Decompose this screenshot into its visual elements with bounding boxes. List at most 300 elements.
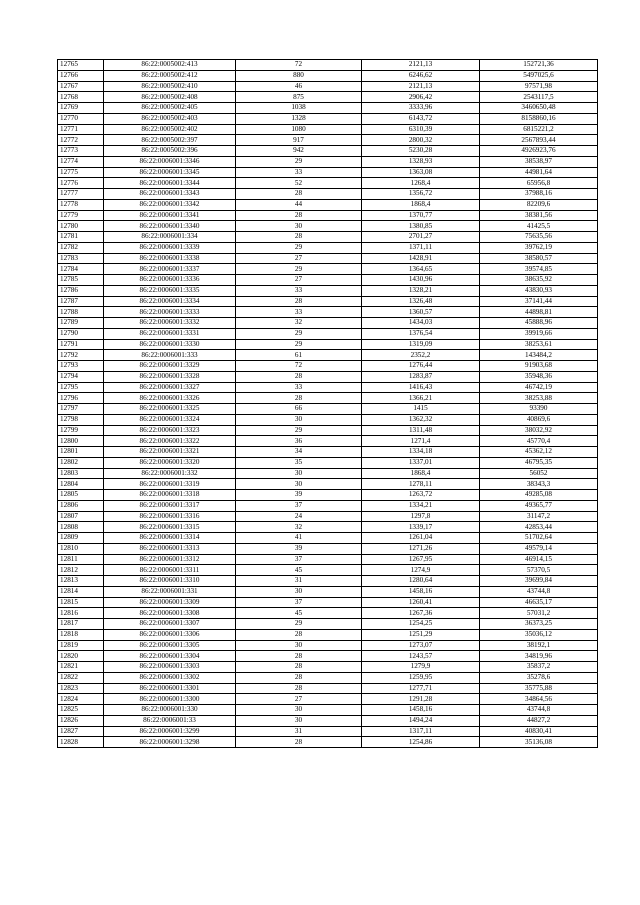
table-row: [58, 619, 598, 630]
table-row: [58, 447, 598, 458]
unit-cost-value: 1319,09: [362, 339, 480, 350]
row-number: 12779: [58, 210, 104, 221]
unit-cost-value: 1364,65: [362, 264, 480, 275]
table-row: [58, 715, 598, 726]
row-number: 12775: [58, 167, 104, 178]
total-value: 38381,56: [480, 210, 598, 221]
unit-cost-value: 1370,77: [362, 210, 480, 221]
cadastral-number: 86:22:0006001:3300: [104, 694, 236, 705]
cadastral-number: 86:22:0006001:332: [104, 468, 236, 479]
total-value: 37141,44: [480, 296, 598, 307]
row-number: 12812: [58, 565, 104, 576]
row-number: 12781: [58, 232, 104, 243]
area-value: 41: [236, 533, 362, 544]
total-value: 35837,2: [480, 662, 598, 673]
row-number: 12806: [58, 500, 104, 511]
unit-cost-value: 1267,95: [362, 554, 480, 565]
table-row: [58, 275, 598, 286]
table-row: [58, 328, 598, 339]
area-value: 37: [236, 500, 362, 511]
unit-cost-value: 1263,72: [362, 490, 480, 501]
cadastral-number: 86:22:0006001:3311: [104, 565, 236, 576]
unit-cost-value: 1376,54: [362, 328, 480, 339]
table-row: [58, 178, 598, 189]
table-row: [58, 60, 598, 71]
cadastral-number: 86:22:0006001:3321: [104, 447, 236, 458]
row-number: 12800: [58, 436, 104, 447]
cadastral-number: 86:22:0006001:3334: [104, 296, 236, 307]
cadastral-number: 86:22:0006001:3310: [104, 576, 236, 587]
cadastral-number: 86:22:0006001:3326: [104, 393, 236, 404]
row-number: 12780: [58, 221, 104, 232]
cadastral-number: 86:22:0006001:3320: [104, 457, 236, 468]
table-row: [58, 479, 598, 490]
table-row: [58, 393, 598, 404]
area-value: 29: [236, 242, 362, 253]
unit-cost-value: 1311,48: [362, 425, 480, 436]
area-value: 28: [236, 296, 362, 307]
table-row: [58, 285, 598, 296]
table-row: [58, 242, 598, 253]
cadastral-number: 86:22:0006001:3346: [104, 156, 236, 167]
area-value: 1328: [236, 113, 362, 124]
unit-cost-value: 1317,11: [362, 726, 480, 737]
cadastral-number: 86:22:0006001:3302: [104, 672, 236, 683]
table-row: [58, 554, 598, 565]
unit-cost-value: 1415: [362, 404, 480, 415]
area-value: 880: [236, 70, 362, 81]
table-row: [58, 113, 598, 124]
table-row: [58, 683, 598, 694]
row-number: 12814: [58, 586, 104, 597]
row-number: 12786: [58, 285, 104, 296]
total-value: 38538,97: [480, 156, 598, 167]
table-row: [58, 543, 598, 554]
table-row: [58, 457, 598, 468]
row-number: 12795: [58, 382, 104, 393]
unit-cost-value: 1271,4: [362, 436, 480, 447]
unit-cost-value: 1428,91: [362, 253, 480, 264]
table-row: [58, 232, 598, 243]
cadastral-value-table: [57, 59, 598, 748]
area-value: 37: [236, 554, 362, 565]
row-number: 12790: [58, 328, 104, 339]
table-row: [58, 468, 598, 479]
total-value: 46742,19: [480, 382, 598, 393]
cadastral-number: 86:22:0006001:3339: [104, 242, 236, 253]
unit-cost-value: 2906,42: [362, 92, 480, 103]
row-number: 12816: [58, 608, 104, 619]
unit-cost-value: 1416,43: [362, 382, 480, 393]
area-value: 30: [236, 715, 362, 726]
unit-cost-value: 1434,03: [362, 318, 480, 329]
area-value: 66: [236, 404, 362, 415]
area-value: 29: [236, 425, 362, 436]
row-number: 12822: [58, 672, 104, 683]
total-value: 43744,8: [480, 586, 598, 597]
row-number: 12791: [58, 339, 104, 350]
unit-cost-value: 6310,39: [362, 124, 480, 135]
total-value: 31147,2: [480, 511, 598, 522]
total-value: 56052: [480, 468, 598, 479]
row-number: 12818: [58, 629, 104, 640]
table-row: [58, 167, 598, 178]
area-value: 28: [236, 662, 362, 673]
unit-cost-value: 2121,13: [362, 81, 480, 92]
area-value: 61: [236, 350, 362, 361]
area-value: 32: [236, 318, 362, 329]
total-value: 36373,25: [480, 619, 598, 630]
cadastral-number: 86:22:0006001:3343: [104, 189, 236, 200]
cadastral-number: 86:22:0005002:397: [104, 135, 236, 146]
total-value: 34819,96: [480, 651, 598, 662]
area-value: 30: [236, 479, 362, 490]
total-value: 49285,08: [480, 490, 598, 501]
total-value: 38253,88: [480, 393, 598, 404]
unit-cost-value: 1297,8: [362, 511, 480, 522]
area-value: 29: [236, 328, 362, 339]
unit-cost-value: 1363,08: [362, 167, 480, 178]
unit-cost-value: 1334,21: [362, 500, 480, 511]
table-row: [58, 124, 598, 135]
area-value: 29: [236, 156, 362, 167]
total-value: 39919,66: [480, 328, 598, 339]
row-number: 12792: [58, 350, 104, 361]
cadastral-number: 86:22:0006001:3345: [104, 167, 236, 178]
table-row: [58, 189, 598, 200]
row-number: 12801: [58, 447, 104, 458]
total-value: 44827,2: [480, 715, 598, 726]
unit-cost-value: 1259,95: [362, 672, 480, 683]
total-value: 38192,1: [480, 640, 598, 651]
unit-cost-value: 5230,28: [362, 146, 480, 157]
total-value: 6815221,2: [480, 124, 598, 135]
row-number: 12777: [58, 189, 104, 200]
area-value: 46: [236, 81, 362, 92]
table-body: [58, 60, 598, 748]
area-value: 36: [236, 436, 362, 447]
total-value: 49579,14: [480, 543, 598, 554]
row-number: 12811: [58, 554, 104, 565]
row-number: 12797: [58, 404, 104, 415]
area-value: 28: [236, 189, 362, 200]
table-row: [58, 339, 598, 350]
cadastral-number: 86:22:0006001:3307: [104, 619, 236, 630]
total-value: 44981,64: [480, 167, 598, 178]
table-row: [58, 608, 598, 619]
unit-cost-value: 2121,13: [362, 60, 480, 71]
area-value: 28: [236, 629, 362, 640]
unit-cost-value: 1868,4: [362, 468, 480, 479]
area-value: 27: [236, 275, 362, 286]
area-value: 72: [236, 361, 362, 372]
total-value: 39762,19: [480, 242, 598, 253]
table-row: [58, 264, 598, 275]
cadastral-number: 86:22:0006001:3319: [104, 479, 236, 490]
row-number: 12799: [58, 425, 104, 436]
row-number: 12809: [58, 533, 104, 544]
total-value: 82209,6: [480, 199, 598, 210]
table-row: [58, 70, 598, 81]
total-value: 152721,36: [480, 60, 598, 71]
area-value: 28: [236, 737, 362, 748]
area-value: 30: [236, 468, 362, 479]
total-value: 93390: [480, 404, 598, 415]
row-number: 12803: [58, 468, 104, 479]
cadastral-number: 86:22:0006001:3306: [104, 629, 236, 640]
cadastral-number: 86:22:0006001:3298: [104, 737, 236, 748]
area-value: 35: [236, 457, 362, 468]
unit-cost-value: 1494,24: [362, 715, 480, 726]
total-value: 4926923,76: [480, 146, 598, 157]
table-row: [58, 694, 598, 705]
area-value: 30: [236, 414, 362, 425]
table-row: [58, 576, 598, 587]
cadastral-number: 86:22:0006001:3336: [104, 275, 236, 286]
total-value: 40869,6: [480, 414, 598, 425]
unit-cost-value: 1251,29: [362, 629, 480, 640]
cadastral-number: 86:22:0006001:3328: [104, 371, 236, 382]
row-number: 12778: [58, 199, 104, 210]
unit-cost-value: 1276,44: [362, 361, 480, 372]
total-value: 37988,16: [480, 189, 598, 200]
unit-cost-value: 2352,2: [362, 350, 480, 361]
row-number: 12788: [58, 307, 104, 318]
cadastral-number: 86:22:0006001:3324: [104, 414, 236, 425]
table-row: [58, 135, 598, 146]
unit-cost-value: 1277,71: [362, 683, 480, 694]
row-number: 12794: [58, 371, 104, 382]
unit-cost-value: 1339,17: [362, 522, 480, 533]
cadastral-number: 86:22:0005002:402: [104, 124, 236, 135]
row-number: 12787: [58, 296, 104, 307]
table-row: [58, 597, 598, 608]
total-value: 35948,36: [480, 371, 598, 382]
total-value: 97571,98: [480, 81, 598, 92]
cadastral-number: 86:22:0006001:3333: [104, 307, 236, 318]
area-value: 39: [236, 543, 362, 554]
unit-cost-value: 1279,9: [362, 662, 480, 673]
table-row: [58, 371, 598, 382]
cadastral-number: 86:22:0006001:3323: [104, 425, 236, 436]
row-number: 12802: [58, 457, 104, 468]
table-row: [58, 511, 598, 522]
area-value: 942: [236, 146, 362, 157]
row-number: 12825: [58, 705, 104, 716]
table-row: [58, 81, 598, 92]
table-row: [58, 103, 598, 114]
cadastral-number: 86:22:0005002:413: [104, 60, 236, 71]
row-number: 12817: [58, 619, 104, 630]
table-row: [58, 414, 598, 425]
table-row: [58, 350, 598, 361]
cadastral-number: 86:22:0006001:3315: [104, 522, 236, 533]
area-value: 45: [236, 608, 362, 619]
row-number: 12783: [58, 253, 104, 264]
cadastral-number: 86:22:0006001:331: [104, 586, 236, 597]
row-number: 12793: [58, 361, 104, 372]
unit-cost-value: 1254,86: [362, 737, 480, 748]
table-row: [58, 436, 598, 447]
total-value: 2567893,44: [480, 135, 598, 146]
total-value: 51702,64: [480, 533, 598, 544]
cadastral-number: 86:22:0006001:334: [104, 232, 236, 243]
unit-cost-value: 1328,93: [362, 156, 480, 167]
unit-cost-value: 1380,85: [362, 221, 480, 232]
row-number: 12774: [58, 156, 104, 167]
row-number: 12769: [58, 103, 104, 114]
unit-cost-value: 1326,48: [362, 296, 480, 307]
cadastral-number: 86:22:0006001:3344: [104, 178, 236, 189]
unit-cost-value: 1271,26: [362, 543, 480, 554]
area-value: 72: [236, 60, 362, 71]
unit-cost-value: 1267,36: [362, 608, 480, 619]
area-value: 29: [236, 339, 362, 350]
area-value: 30: [236, 221, 362, 232]
area-value: 33: [236, 382, 362, 393]
area-value: 33: [236, 307, 362, 318]
area-value: 1038: [236, 103, 362, 114]
area-value: 875: [236, 92, 362, 103]
area-value: 28: [236, 393, 362, 404]
cadastral-number: 86:22:0006001:3330: [104, 339, 236, 350]
unit-cost-value: 1868,4: [362, 199, 480, 210]
row-number: 12823: [58, 683, 104, 694]
unit-cost-value: 1337,01: [362, 457, 480, 468]
row-number: 12808: [58, 522, 104, 533]
area-value: 34: [236, 447, 362, 458]
total-value: 35036,12: [480, 629, 598, 640]
row-number: 12765: [58, 60, 104, 71]
cadastral-number: 86:22:0006001:3301: [104, 683, 236, 694]
table-row: [58, 726, 598, 737]
row-number: 12782: [58, 242, 104, 253]
table-row: [58, 92, 598, 103]
total-value: 35278,6: [480, 672, 598, 683]
table-row: [58, 629, 598, 640]
unit-cost-value: 1328,21: [362, 285, 480, 296]
area-value: 33: [236, 167, 362, 178]
area-value: 33: [236, 285, 362, 296]
table-row: [58, 318, 598, 329]
total-value: 41425,5: [480, 221, 598, 232]
total-value: 75635,56: [480, 232, 598, 243]
table-row: [58, 533, 598, 544]
unit-cost-value: 6246,62: [362, 70, 480, 81]
table-row: [58, 404, 598, 415]
row-number: 12827: [58, 726, 104, 737]
cadastral-number: 86:22:0005002:412: [104, 70, 236, 81]
area-value: 32: [236, 522, 362, 533]
area-value: 31: [236, 726, 362, 737]
total-value: 45770,4: [480, 436, 598, 447]
unit-cost-value: 1278,11: [362, 479, 480, 490]
unit-cost-value: 1458,16: [362, 586, 480, 597]
cadastral-number: 86:22:0006001:33: [104, 715, 236, 726]
row-number: 12770: [58, 113, 104, 124]
row-number: 12768: [58, 92, 104, 103]
unit-cost-value: 1261,04: [362, 533, 480, 544]
unit-cost-value: 1254,25: [362, 619, 480, 630]
table-row: [58, 425, 598, 436]
cadastral-number: 86:22:0006001:3304: [104, 651, 236, 662]
area-value: 24: [236, 511, 362, 522]
total-value: 8158860,16: [480, 113, 598, 124]
area-value: 28: [236, 651, 362, 662]
table-row: [58, 586, 598, 597]
unit-cost-value: 1268,4: [362, 178, 480, 189]
cadastral-number: 86:22:0006001:3331: [104, 328, 236, 339]
total-value: 46914,15: [480, 554, 598, 565]
total-value: 143484,2: [480, 350, 598, 361]
table-row: [58, 307, 598, 318]
row-number: 12828: [58, 737, 104, 748]
unit-cost-value: 1283,87: [362, 371, 480, 382]
row-number: 12819: [58, 640, 104, 651]
area-value: 44: [236, 199, 362, 210]
row-number: 12773: [58, 146, 104, 157]
cadastral-number: 86:22:0006001:330: [104, 705, 236, 716]
unit-cost-value: 1274,9: [362, 565, 480, 576]
total-value: 44898,81: [480, 307, 598, 318]
cadastral-number: 86:22:0005002:396: [104, 146, 236, 157]
cadastral-number: 86:22:0006001:3335: [104, 285, 236, 296]
unit-cost-value: 1280,64: [362, 576, 480, 587]
cadastral-number: 86:22:0006001:3309: [104, 597, 236, 608]
total-value: 42853,44: [480, 522, 598, 533]
table-row: [58, 672, 598, 683]
row-number: 12785: [58, 275, 104, 286]
area-value: 29: [236, 264, 362, 275]
unit-cost-value: 1273,07: [362, 640, 480, 651]
total-value: 38253,61: [480, 339, 598, 350]
row-number: 12789: [58, 318, 104, 329]
unit-cost-value: 1366,21: [362, 393, 480, 404]
row-number: 12813: [58, 576, 104, 587]
total-value: 46795,35: [480, 457, 598, 468]
table-row: [58, 156, 598, 167]
total-value: 34864,56: [480, 694, 598, 705]
table-row: [58, 500, 598, 511]
cadastral-number: 86:22:0006001:3322: [104, 436, 236, 447]
cadastral-number: 86:22:0006001:3342: [104, 199, 236, 210]
cadastral-number: 86:22:0006001:3313: [104, 543, 236, 554]
total-value: 38032,92: [480, 425, 598, 436]
table-row: [58, 651, 598, 662]
total-value: 45362,12: [480, 447, 598, 458]
total-value: 57031,2: [480, 608, 598, 619]
total-value: 38580,57: [480, 253, 598, 264]
cadastral-number: 86:22:0006001:3316: [104, 511, 236, 522]
table-row: [58, 210, 598, 221]
unit-cost-value: 1291,28: [362, 694, 480, 705]
row-number: 12824: [58, 694, 104, 705]
row-number: 12798: [58, 414, 104, 425]
table-row: [58, 253, 598, 264]
unit-cost-value: 2701,27: [362, 232, 480, 243]
area-value: 28: [236, 371, 362, 382]
cadastral-number: 86:22:0006001:3325: [104, 404, 236, 415]
row-number: 12772: [58, 135, 104, 146]
row-number: 12826: [58, 715, 104, 726]
area-value: 28: [236, 232, 362, 243]
cadastral-number: 86:22:0006001:3308: [104, 608, 236, 619]
area-value: 28: [236, 210, 362, 221]
area-value: 52: [236, 178, 362, 189]
area-value: 1080: [236, 124, 362, 135]
total-value: 43830,93: [480, 285, 598, 296]
row-number: 12821: [58, 662, 104, 673]
